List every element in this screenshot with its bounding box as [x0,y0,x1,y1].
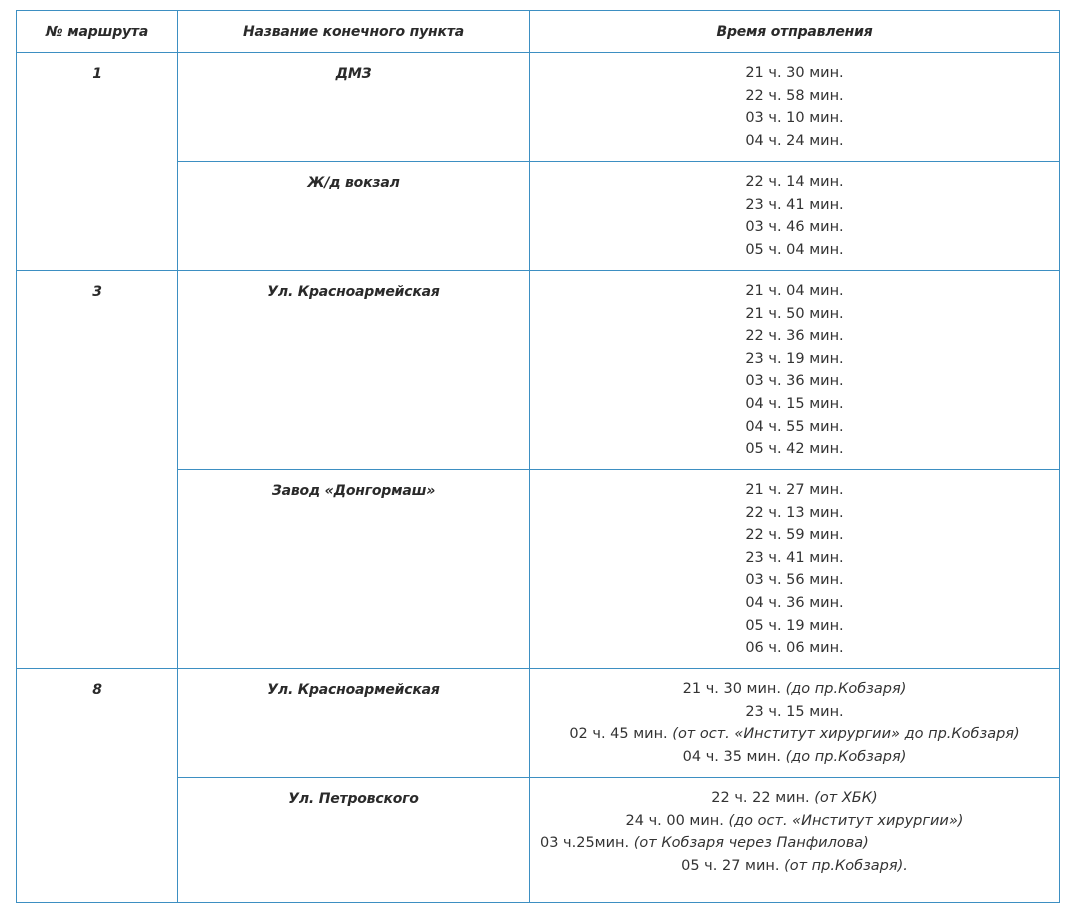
departure-time-entry [530,746,1059,769]
departure-time-entry [530,502,1059,525]
departure-time-entry [530,701,1059,724]
departure-time-value: 02 ч. 45 мин. [569,726,668,743]
departure-time-entry [530,348,1059,371]
departure-time-value: 03 ч. 46 мин. [745,219,844,236]
departure-time-note: (до ост. «Институт хирургии») [728,812,964,829]
table-row [17,271,1060,470]
departure-time-value: 23 ч. 19 мин. [745,350,844,367]
departure-time-value: 05 ч. 27 мин. [681,857,780,874]
header-route-number: № маршрута [17,11,178,53]
departure-time-value: 04 ч. 36 мин. [745,594,844,611]
departure-time-entry [530,569,1059,592]
departure-time-value: 21 ч. 50 мин. [745,305,844,322]
departure-time-value: 22 ч. 22 мин. [711,790,810,806]
departure-time-note: (от ост. «Институт хирургии» до пр.Кобзаря) [672,726,1020,743]
departure-times [530,162,1060,271]
route-number: 3 [17,271,178,669]
departure-time-value: 23 ч. 41 мин. [745,196,844,213]
departure-time-entry [530,130,1059,153]
departure-time-value: 23 ч. 15 мин. [745,703,844,720]
departure-time-entry [530,171,1059,194]
departure-time-value: 06 ч. 06 мин. [745,640,844,657]
departure-time-entry [530,194,1059,217]
departure-time-entry [530,592,1059,615]
departure-time-value: 22 ч. 59 мин. [745,527,844,544]
departure-time-value: 23 ч. 41 мин. [745,549,844,566]
destination-name: Ул. Красноармейская [178,669,530,778]
departure-time-entry [530,280,1059,303]
departure-times [530,470,1060,669]
destination-name: Ул. Красноармейская [178,271,530,470]
departure-time-entry [530,303,1059,326]
departure-time-note: (от Кобзаря через Панфилова) [633,835,869,852]
departure-time-value: 04 ч. 35 мин. [682,748,781,765]
departure-time-entry [530,393,1059,416]
departure-time-value: 03 ч. 10 мин. [745,110,844,127]
departure-time-entry [530,107,1059,130]
departure-time-value: 21 ч. 04 мин. [745,283,844,299]
schedule-body [17,53,1060,903]
departure-time-value: 22 ч. 58 мин. [745,87,844,104]
departure-time-entry [530,723,1059,746]
departure-time-value: 22 ч. 14 мин. [745,174,844,190]
departure-time-value: 03 ч. 56 мин. [745,572,844,589]
departure-time-entry [530,832,1059,855]
departure-time-entry [530,85,1059,108]
departure-time-note: (до пр.Кобзаря) [785,681,907,697]
schedule-container [16,10,1060,903]
destination-name: Ул. Петровского [178,778,530,903]
departure-time-entry [530,438,1059,461]
departure-time-note: (от ХБК) [814,790,878,806]
departure-time-entry [530,416,1059,439]
departure-time-note: (от пр.Кобзаря). [784,857,908,874]
departure-time-entry [530,637,1059,660]
departure-time-value: 22 ч. 13 мин. [745,504,844,521]
destination-name: ДМЗ [178,53,530,162]
departure-time-entry [530,239,1059,262]
header-destination: Название конечного пункта [178,11,530,53]
departure-time-value: 21 ч. 27 мин. [745,482,844,498]
header-departure-time: Время отправления [530,11,1060,53]
departure-time-entry [530,547,1059,570]
table-row [17,669,1060,778]
destination-name: Ж/д вокзал [178,162,530,271]
departure-times [530,778,1060,903]
departure-time-value: 04 ч. 55 мин. [745,418,844,435]
departure-time-entry [530,216,1059,239]
header-row [17,11,1060,53]
departure-time-entry [530,787,1059,810]
departure-time-entry [530,370,1059,393]
departure-times [530,669,1060,778]
departure-time-value: 05 ч. 19 мин. [745,617,844,634]
departure-time-value: 03 ч.25мин. [540,835,630,852]
departure-time-note: (до пр.Кобзаря) [785,748,907,765]
departure-time-entry [530,325,1059,348]
departure-time-entry [530,479,1059,502]
departure-time-value: 24 ч. 00 мин. [625,812,724,829]
departure-time-value: 21 ч. 30 мин. [682,681,781,697]
departure-time-entry [530,615,1059,638]
table-row [17,53,1060,162]
departure-time-value: 05 ч. 42 мин. [745,441,844,458]
departure-time-value: 04 ч. 24 мин. [745,132,844,149]
departure-time-entry [530,810,1059,833]
departure-time-entry [530,62,1059,85]
departure-time-value: 22 ч. 36 мин. [745,328,844,345]
departure-time-entry [530,855,1059,878]
departure-times [530,53,1060,162]
departure-time-entry [530,678,1059,701]
destination-name: Завод «Донгормаш» [178,470,530,669]
departure-time-entry [530,524,1059,547]
departure-time-value: 05 ч. 04 мин. [745,241,844,258]
departure-time-value: 04 ч. 15 мин. [745,395,844,412]
route-number: 1 [17,53,178,271]
night-schedule-table [16,10,1060,903]
departure-times [530,271,1060,470]
departure-time-value: 21 ч. 30 мин. [745,65,844,81]
route-number: 8 [17,669,178,903]
departure-time-value: 03 ч. 36 мин. [745,373,844,390]
